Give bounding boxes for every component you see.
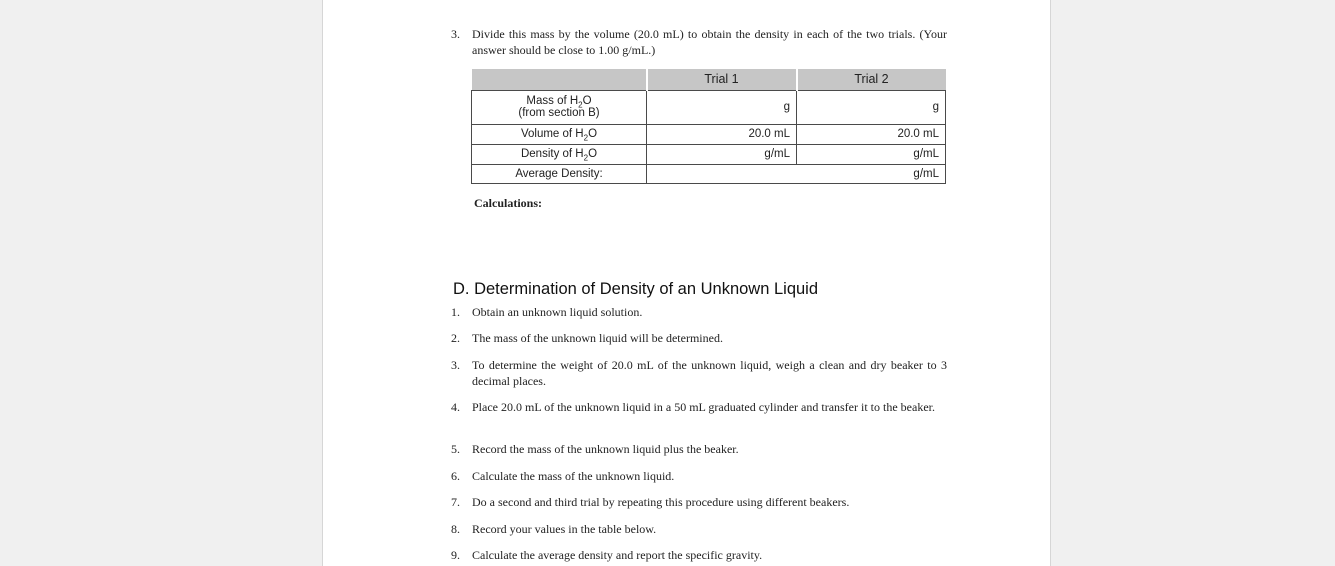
step-text: Record the mass of the unknown liquid plus the beaker.: [472, 442, 739, 456]
row-label-volume: Volume of $H_2O$: [472, 124, 647, 144]
step-number: 5.: [451, 442, 460, 456]
step-text: Calculate the average density and report the specific gravity.: [472, 548, 763, 562]
step-text: Place 20.0 mL of the unknown liquid in a 50 mL graduated cylinder and transfer it to the beaker.: [472, 400, 935, 414]
step-text: Calculate the mass of the unknown liquid.: [472, 469, 675, 483]
row-label-density: Density of $H_2O$: [472, 144, 647, 164]
cell-density-trial1[interactable]: g/mL: [647, 144, 797, 164]
step-number: 8.: [451, 522, 460, 536]
cell-average-density[interactable]: g/mL: [647, 164, 946, 183]
document-page: [322, 0, 1051, 566]
step-text: Obtain an unknown liquid solution.: [472, 305, 643, 319]
step-text: Record your values in the table below.: [472, 522, 657, 536]
step-c3: [451, 26, 947, 58]
step-d4: [451, 399, 947, 415]
cell-mass-trial1[interactable]: g: [647, 90, 797, 124]
step-d5: [451, 441, 947, 457]
step-number: 7.: [451, 495, 460, 509]
cell-density-trial2[interactable]: g/mL: [797, 144, 946, 164]
step-text: The mass of the unknown liquid will be determined.: [472, 331, 723, 345]
step-d1: [451, 304, 947, 320]
row-label-mass: Mass of $H_2O$ (from section B): [472, 90, 647, 124]
step-number: 4.: [451, 400, 460, 414]
step-text: Divide this mass by the volume (20.0 mL) to obtain the density in each of the two trials. (Your answer should be close to 1.00 g/mL.): [472, 27, 947, 57]
table-row-volume: [472, 124, 946, 144]
table-header-trial1: Trial 1: [647, 69, 797, 90]
step-number: 3.: [451, 27, 460, 41]
step-text: Do a second and third trial by repeating this procedure using different beakers.: [472, 495, 850, 509]
cell-mass-trial2[interactable]: g: [797, 90, 946, 124]
section-d-heading: D. Determination of Density of an Unknown Liquid: [453, 280, 819, 298]
cell-volume-trial2[interactable]: 20.0 mL: [797, 124, 946, 144]
row-label-average: Average Density:: [472, 164, 647, 183]
step-number: 1.: [451, 305, 460, 319]
step-number: 9.: [451, 548, 460, 562]
step-d7: [451, 494, 947, 510]
table-header-trial2: Trial 2: [797, 69, 946, 90]
step-text: To determine the weight of 20.0 mL of the unknown liquid, weigh a clean and dry beaker to 3 decimal places.: [472, 358, 947, 388]
step-number: 2.: [451, 331, 460, 345]
step-d2: [451, 330, 947, 346]
step-d6: [451, 468, 947, 484]
calculations-label: Calculations:: [474, 196, 543, 210]
table-row-mass: [472, 90, 946, 124]
step-d9: [451, 547, 947, 563]
table-header-blank: [472, 69, 647, 90]
table-header-row: [472, 69, 946, 90]
step-number: 3.: [451, 358, 460, 372]
table-row-density: [472, 144, 946, 164]
table-row-average: [472, 164, 946, 183]
step-number: 6.: [451, 469, 460, 483]
step-d8: [451, 521, 947, 537]
step-d3: [451, 357, 947, 389]
density-table: [471, 69, 946, 184]
cell-volume-trial1[interactable]: 20.0 mL: [647, 124, 797, 144]
